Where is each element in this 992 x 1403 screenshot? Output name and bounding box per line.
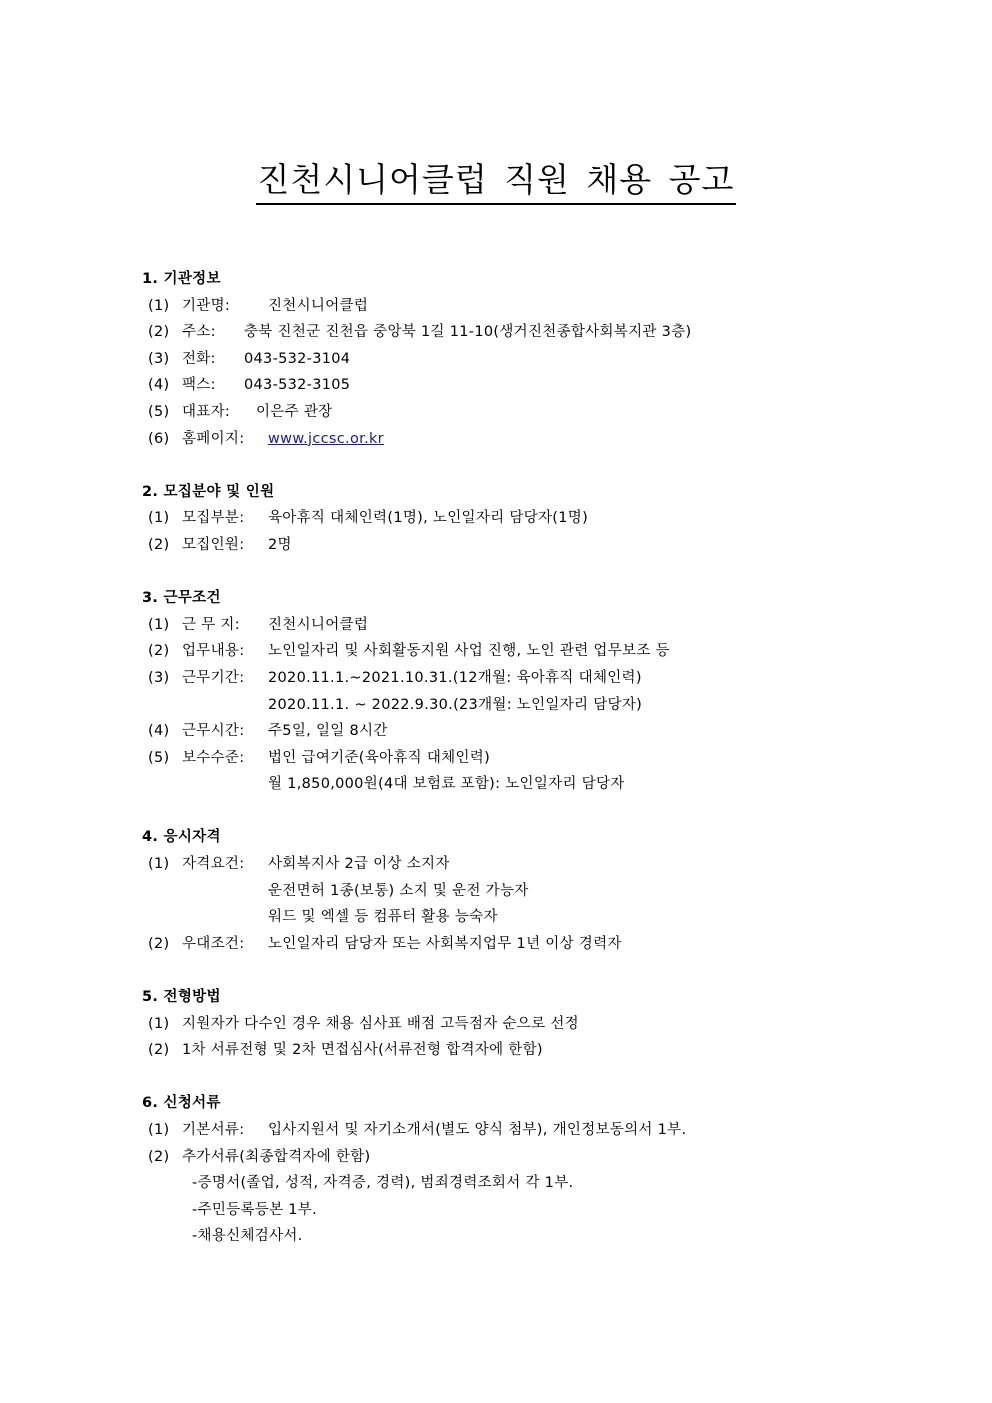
item-number: (1) — [148, 1015, 170, 1032]
item-label: 우대조건: — [182, 935, 245, 952]
item-label: 팩스: — [182, 377, 216, 394]
list-item — [142, 745, 942, 772]
item-continuation: 워드 및 엑셀 등 컴퓨터 활용 능숙자 — [268, 909, 498, 926]
item-label: 보수수준: — [182, 749, 245, 766]
homepage-link[interactable]: www.jccsc.or.kr — [268, 430, 384, 447]
section-application-documents — [142, 1090, 942, 1250]
section-heading: 6. 신청서류 — [142, 1095, 221, 1112]
item-label: 근 무 지: — [182, 616, 240, 633]
section-qualifications — [142, 824, 942, 957]
item-value: 주5일, 일일 8시간 — [268, 723, 388, 740]
item-value: 노인일자리 담당자 또는 사회복지업무 1년 이상 경력자 — [268, 935, 622, 952]
sub-item: -주민등록등본 1부. — [192, 1201, 318, 1218]
item-continuation: 월 1,850,000원(4대 보험료 포함): 노인일자리 담당자 — [268, 776, 625, 793]
info-row-org-name — [142, 293, 942, 320]
section-organization-info — [142, 266, 942, 452]
item-number: (2) — [148, 643, 170, 660]
item-value: 사회복지사 2급 이상 소지자 — [268, 856, 450, 873]
list-item — [142, 1011, 942, 1038]
item-value: 2020.11.1.~2021.10.31.(12개월: 육아휴직 대체인력) — [268, 669, 642, 686]
document-title — [0, 158, 992, 205]
item-value: 노인일자리 및 사회활동지원 사업 진행, 노인 관련 업무보조 등 — [268, 643, 670, 660]
item-number: (1) — [148, 297, 170, 314]
item-number: (2) — [148, 536, 170, 553]
item-value: 추가서류(최종합격자에 한함) — [182, 1148, 371, 1165]
item-number: (5) — [148, 403, 170, 420]
section-recruitment — [142, 479, 942, 559]
item-continuation: 운전면허 1종(보통) 소지 및 운전 가능자 — [268, 882, 529, 899]
item-number: (2) — [148, 1042, 170, 1059]
item-number: (2) — [148, 324, 170, 341]
section-heading: 1. 기관정보 — [142, 271, 221, 287]
item-number: (2) — [148, 1148, 170, 1165]
sub-item: -채용신체검사서. — [192, 1228, 303, 1245]
sub-item: -증명서(졸업, 성적, 자격증, 경력), 범죄경력조회서 각 1부. — [192, 1175, 574, 1192]
title-text: 진천시니어클럽 직원 채용 공고 — [256, 158, 737, 205]
item-number: (4) — [148, 723, 170, 740]
document-body — [142, 266, 942, 1277]
list-item — [142, 532, 942, 559]
item-label: 전화: — [182, 350, 216, 367]
section-heading: 3. 근무조건 — [142, 590, 221, 607]
info-row-representative — [142, 399, 942, 426]
item-label: 홈페이지: — [182, 430, 245, 447]
item-number: (6) — [148, 430, 170, 447]
info-row-homepage — [142, 426, 942, 453]
item-value: 법인 급여기준(육아휴직 대체인력) — [268, 749, 491, 766]
item-label: 근무시간: — [182, 723, 245, 740]
section-heading: 4. 응시자격 — [142, 829, 221, 846]
item-value: 진천시니어클럽 — [268, 297, 369, 314]
list-item — [142, 718, 942, 745]
item-label: 자격요건: — [182, 856, 245, 873]
list-item — [142, 505, 942, 532]
item-label: 대표자: — [182, 403, 231, 420]
item-label: 기본서류: — [182, 1122, 245, 1138]
item-value: 043-532-3104 — [244, 350, 351, 367]
item-number: (1) — [148, 510, 170, 527]
section-working-conditions — [142, 585, 942, 798]
item-value: 2명 — [268, 536, 292, 553]
item-value: 이은주 관장 — [256, 403, 333, 420]
info-row-address — [142, 319, 942, 346]
item-value: 충북 진천군 진천읍 중앙북 1길 11-10(생거진천종합사회복지관 3층) — [244, 324, 692, 341]
item-label: 근무기간: — [182, 669, 245, 686]
list-item — [142, 638, 942, 665]
list-item — [142, 612, 942, 639]
item-number: (1) — [148, 856, 170, 873]
item-number: (2) — [148, 935, 170, 952]
item-value: 지원자가 다수인 경우 채용 심사표 배점 고득점자 순으로 선정 — [182, 1015, 579, 1032]
info-row-fax — [142, 372, 942, 399]
item-value: 입사지원서 및 자기소개서(별도 양식 첨부), 개인정보동의서 1부. — [268, 1122, 687, 1138]
list-item — [142, 1144, 942, 1171]
item-label: 주소: — [182, 324, 216, 341]
item-label: 기관명: — [182, 297, 231, 314]
item-number: (3) — [148, 350, 170, 367]
section-selection-method — [142, 984, 942, 1064]
item-continuation: 2020.11.1. ~ 2022.9.30.(23개월: 노인일자리 담당자) — [268, 696, 643, 713]
item-label: 업무내용: — [182, 643, 245, 660]
list-item — [142, 665, 942, 692]
list-item — [142, 1037, 942, 1064]
item-label: 모집인원: — [182, 536, 245, 553]
section-heading: 5. 전형방법 — [142, 989, 221, 1006]
item-number: (3) — [148, 669, 170, 686]
item-number: (1) — [148, 1122, 170, 1138]
item-label: 모집부분: — [182, 510, 245, 527]
item-value: 1차 서류전형 및 2차 면접심사(서류전형 합격자에 한함) — [182, 1042, 543, 1059]
list-item — [142, 931, 942, 958]
item-number: (4) — [148, 377, 170, 394]
info-row-phone — [142, 346, 942, 373]
list-item — [142, 1117, 942, 1144]
item-value: 043-532-3105 — [244, 377, 351, 394]
list-item — [142, 851, 942, 878]
item-number: (5) — [148, 749, 170, 766]
item-number: (1) — [148, 616, 170, 633]
section-heading: 2. 모집분야 및 인원 — [142, 483, 275, 500]
item-value: 육아휴직 대체인력(1명), 노인일자리 담당자(1명) — [268, 510, 589, 527]
item-value: 진천시니어클럽 — [268, 616, 369, 633]
